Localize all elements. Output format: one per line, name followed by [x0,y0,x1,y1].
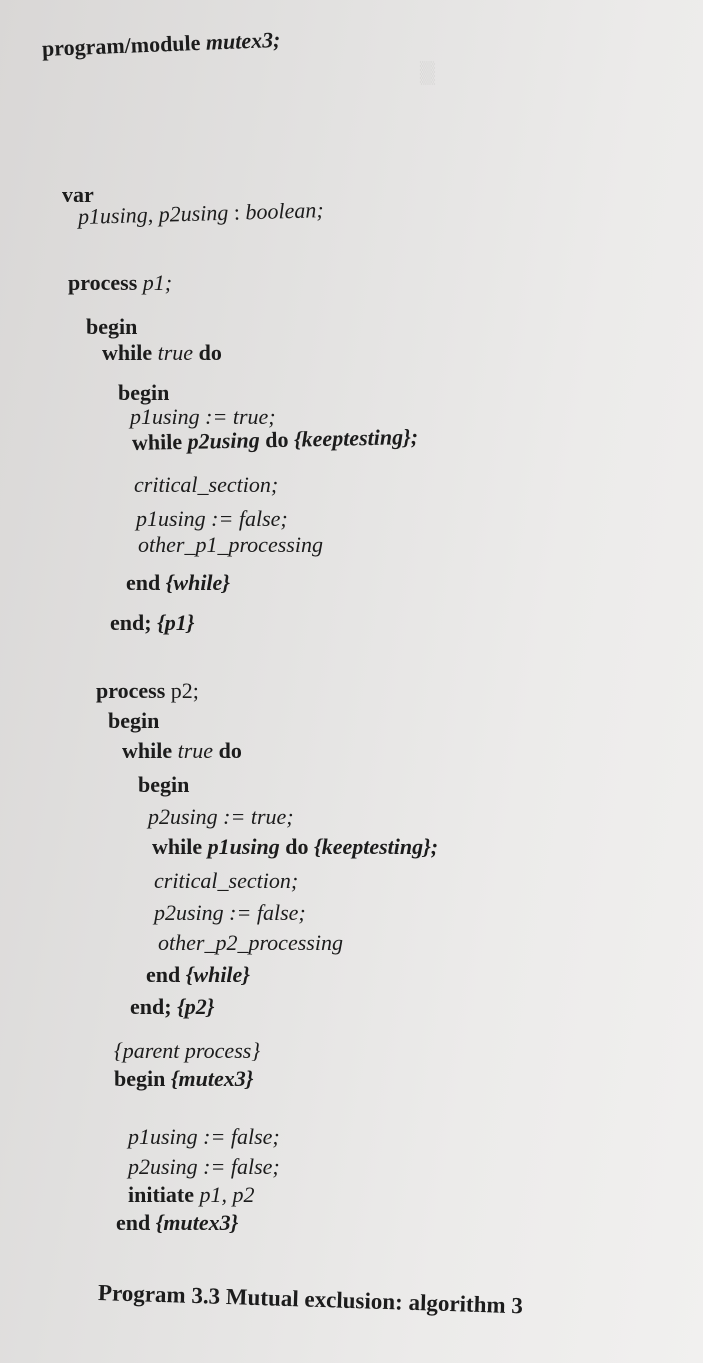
program-keyword: program/module [41,29,201,61]
busy-comment: {keeptesting}; [314,834,439,859]
p2-busy-wait [152,834,438,860]
busy-variable: p2using [187,427,261,454]
p1-assign-false: p1using := false; [136,506,288,531]
end-keyword: end [146,962,181,987]
p2-inner-begin: begin [138,772,190,797]
p2-end [130,994,214,1020]
begin-comment: {mutex3} [170,1066,254,1091]
figure-caption [98,1280,524,1319]
p1-end [110,610,194,636]
while-keyword: while [102,340,153,365]
p2-end-while [146,962,250,988]
process-p2-header [96,678,199,704]
begin-keyword: begin [114,1066,166,1091]
process-keyword: process [96,678,166,703]
end-keyword: end [116,1210,151,1235]
parent-process-comment: {parent process} [114,1038,261,1063]
parent-initiate [128,1182,255,1208]
caption-label: Program 3.3 [97,1280,221,1309]
process-name: p1; [142,270,173,295]
p1-end-while [126,570,230,596]
p1-assign-true: p1using := true; [130,404,276,429]
caption-title: Mutual exclusion: algorithm 3 [225,1284,524,1319]
parent-assign-p2: p2using := false; [128,1154,280,1179]
process-name: p2; [170,678,199,703]
end-comment: {mutex3} [155,1210,239,1235]
p1-busy-wait [132,424,419,456]
process-keyword: process [68,270,138,295]
busy-while-keyword: while [152,834,203,859]
end-while-comment: {while} [165,570,230,595]
var-declaration [78,197,324,230]
process-p1-header [68,270,172,296]
parent-assign-p1: p1using := false; [128,1124,280,1149]
busy-while-keyword: while [131,428,183,455]
p2-other-processing: other_p2_processing [158,930,343,955]
p1-other-processing: other_p1_processing [138,532,323,557]
busy-variable: p1using [207,834,280,859]
do-keyword: do [218,738,242,763]
end-keyword: end; [130,994,172,1019]
end-keyword: end; [110,610,152,635]
p1-begin: begin [86,314,138,339]
busy-do-keyword: do [264,426,289,453]
declared-type: boolean; [245,197,324,225]
end-comment: {p1} [157,610,195,635]
p1-inner-begin: begin [118,380,170,405]
initiate-keyword: initiate [128,1182,194,1207]
do-keyword: do [198,340,222,365]
module-name: mutex3; [205,26,281,55]
program-header [42,27,281,62]
p2-while-true [122,738,242,764]
var-keyword: var [62,182,94,207]
p1-while-true [102,340,222,366]
end-comment: {p2} [177,994,215,1019]
while-condition: true [157,340,194,365]
while-keyword: while [122,738,173,763]
parent-begin [114,1066,253,1092]
show-through-text: ▒ [420,60,435,84]
p2-begin: begin [108,708,160,733]
end-while-comment: {while} [185,962,250,987]
p2-assign-false: p2using := false; [154,900,306,925]
initiate-arguments: p1, p2 [199,1182,255,1207]
p2-assign-true: p2using := true; [148,804,294,829]
p2-critical-section: critical_section; [154,868,299,893]
while-condition: true [177,738,214,763]
parent-end [116,1210,238,1236]
busy-do-keyword: do [285,834,309,859]
end-keyword: end [126,570,161,595]
type-separator: : [227,199,246,225]
busy-comment: {keeptesting}; [293,424,419,452]
declared-variables: p1using, p2using [77,199,229,229]
p1-critical-section: critical_section; [134,472,279,497]
